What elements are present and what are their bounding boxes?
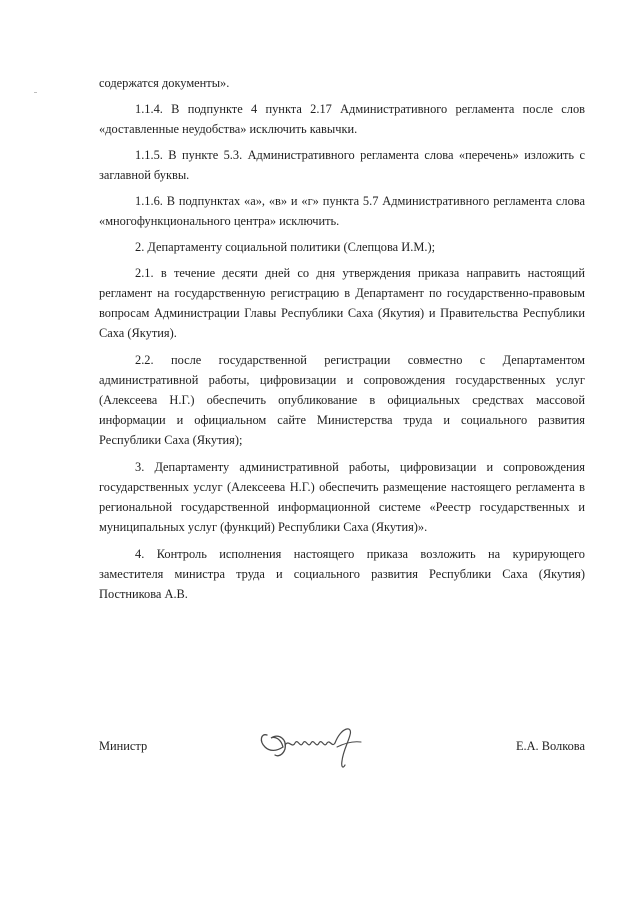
paragraph-2: 2. Департаменту социальной политики (Слепцова И.М.); xyxy=(135,240,436,254)
paragraph-1-1-5: 1.1.5. В пункте 5.3. Административного регламента слова «перечень» изложить с заглавной буквы. xyxy=(99,148,585,182)
paragraph-2-1: 2.1. в течение десяти дней со дня утверждения приказа направить настоящий регламент на государственную регистрацию в Департамент по государственно-правовым вопросам Администрации Главы Республики Саха (Якутия) и Правительства Республики Саха (Якутия). xyxy=(99,266,585,340)
paragraph-2-2: 2.2. после государственной регистрации совместно с Департаментом административной работы, цифровизации и сопровождения государственных услуг (Алексеева Н.Г.) обеспечить опубликование в официальных средствах массовой информации и официальном сайте Министерства труда и социального развития Республики Саха (Якутия); xyxy=(99,353,585,447)
signatory-title: Министр xyxy=(99,739,148,753)
signatory-name: Е.А. Волкова xyxy=(515,739,585,753)
handwritten-signature xyxy=(257,721,369,771)
signature-block xyxy=(99,733,585,773)
paragraph-1-1-6: 1.1.6. В подпунктах «а», «в» и «г» пункта 5.7 Административного регламента слова «многофункционального центра» исключить. xyxy=(99,194,585,228)
paragraph-3: 3. Департаменту административной работы, цифровизации и сопровождения государственных услуг (Алексеева Н.Г.) обеспечить размещение настоящего регламента в региональной государственной информационной системе «Реестр государственных и муниципальных услуг (функций) Республики Саха (Якутия)». xyxy=(99,460,585,534)
paragraph-1-1-4: 1.1.4. В подпункте 4 пункта 2.17 Административного регламента после слов «доставленные неудобства» исключить кавычки. xyxy=(99,102,585,136)
document-body xyxy=(99,73,585,604)
paragraph-4: 4. Контроль исполнения настоящего приказа возложить на курирующего заместителя министра труда и социального развития Республики Саха (Якутия) Постникова А.В. xyxy=(99,547,585,601)
paragraph-continuation: содержатся документы». xyxy=(99,76,230,90)
scan-speck xyxy=(34,92,37,93)
